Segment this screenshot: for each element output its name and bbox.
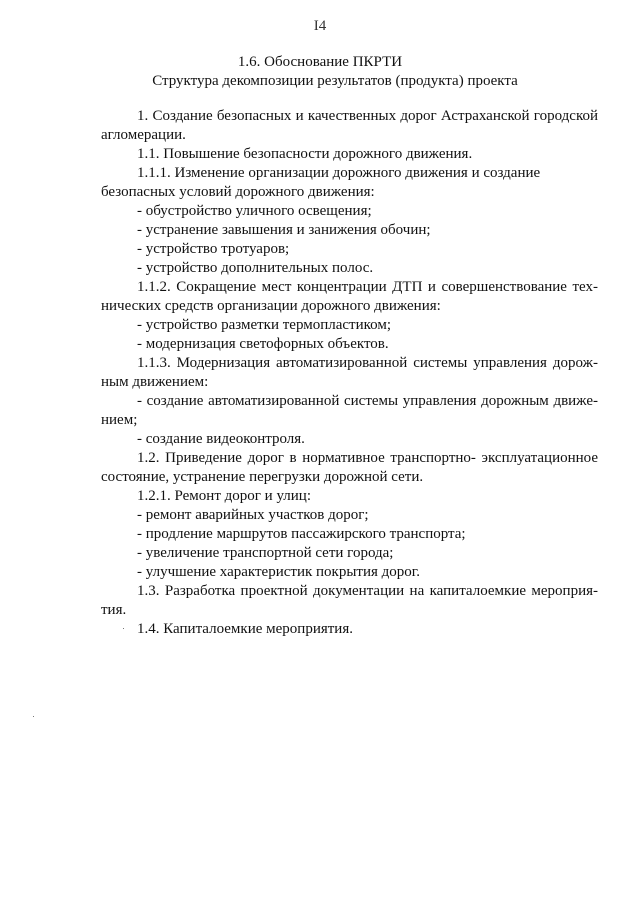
list-item-sub: - устранение завышения и занижения обочин; xyxy=(137,222,431,238)
list-item-1-1-1-cont: безопасных условий дорожного движения: xyxy=(101,184,375,200)
list-item-1-3: 1.3. Разработка проектной документации на капиталоемкие мероприя- xyxy=(137,583,598,599)
list-item-1-1-2: 1.1.2. Сокращение мест концентрации ДТП и совершенствование тех- xyxy=(137,279,598,295)
scan-speck xyxy=(123,628,124,629)
list-item-sub-cont: нием; xyxy=(101,412,138,428)
list-item-1-1: 1.1. Повышение безопасности дорожного движения. xyxy=(137,146,473,162)
list-item-sub: - обустройство уличного освещения; xyxy=(137,203,372,219)
list-item-1-2-cont: состояние, устранение перегрузки дорожной сети. xyxy=(101,469,424,485)
list-item-1-4: 1.4. Капиталоемкие мероприятия. xyxy=(137,621,353,637)
list-item-1-2-1: 1.2.1. Ремонт дорог и улиц: xyxy=(137,488,311,504)
section-subtitle: Структура декомпозиции результатов (продукта) проекта xyxy=(152,73,518,89)
list-item-sub: - создание видеоконтроля. xyxy=(137,431,305,447)
list-item-sub: - устройство дополнительных полос. xyxy=(137,260,374,276)
list-item-1-3-cont: тия. xyxy=(101,602,127,618)
list-item-sub: - улучшение характеристик покрытия дорог. xyxy=(137,564,420,580)
list-item-1-1-3-cont: ным движением: xyxy=(101,374,209,390)
list-item-sub: - создание автоматизированной системы управления дорожным движе- xyxy=(137,393,598,409)
page-number: I4 xyxy=(313,18,327,34)
list-item-1-1-2-cont: нических средств организации дорожного движения: xyxy=(101,298,441,314)
list-item-sub: - ремонт аварийных участков дорог; xyxy=(137,507,369,523)
list-item-1: 1. Создание безопасных и качественных дорог Астраханской городской xyxy=(137,108,598,124)
list-item-1-1-3: 1.1.3. Модернизация автоматизированной системы управления дорож- xyxy=(137,355,598,371)
list-item-sub: - модернизация светофорных объектов. xyxy=(137,336,389,352)
list-item-sub: - увеличение транспортной сети города; xyxy=(137,545,394,561)
list-item-1-1-1: 1.1.1. Изменение организации дорожного движения и создание xyxy=(137,165,541,181)
list-item-1-cont: агломерации. xyxy=(101,127,186,143)
list-item-sub: - продление маршрутов пассажирского транспорта; xyxy=(137,526,466,542)
scan-speck xyxy=(33,716,34,717)
list-item-sub: - устройство тротуаров; xyxy=(137,241,290,257)
section-title: 1.6. Обоснование ПКРТИ xyxy=(237,54,403,70)
list-item-sub: - устройство разметки термопластиком; xyxy=(137,317,392,333)
decomposition-list xyxy=(101,107,598,639)
list-item-1-2: 1.2. Приведение дорог в нормативное транспортно- эксплуатационное xyxy=(137,450,598,466)
